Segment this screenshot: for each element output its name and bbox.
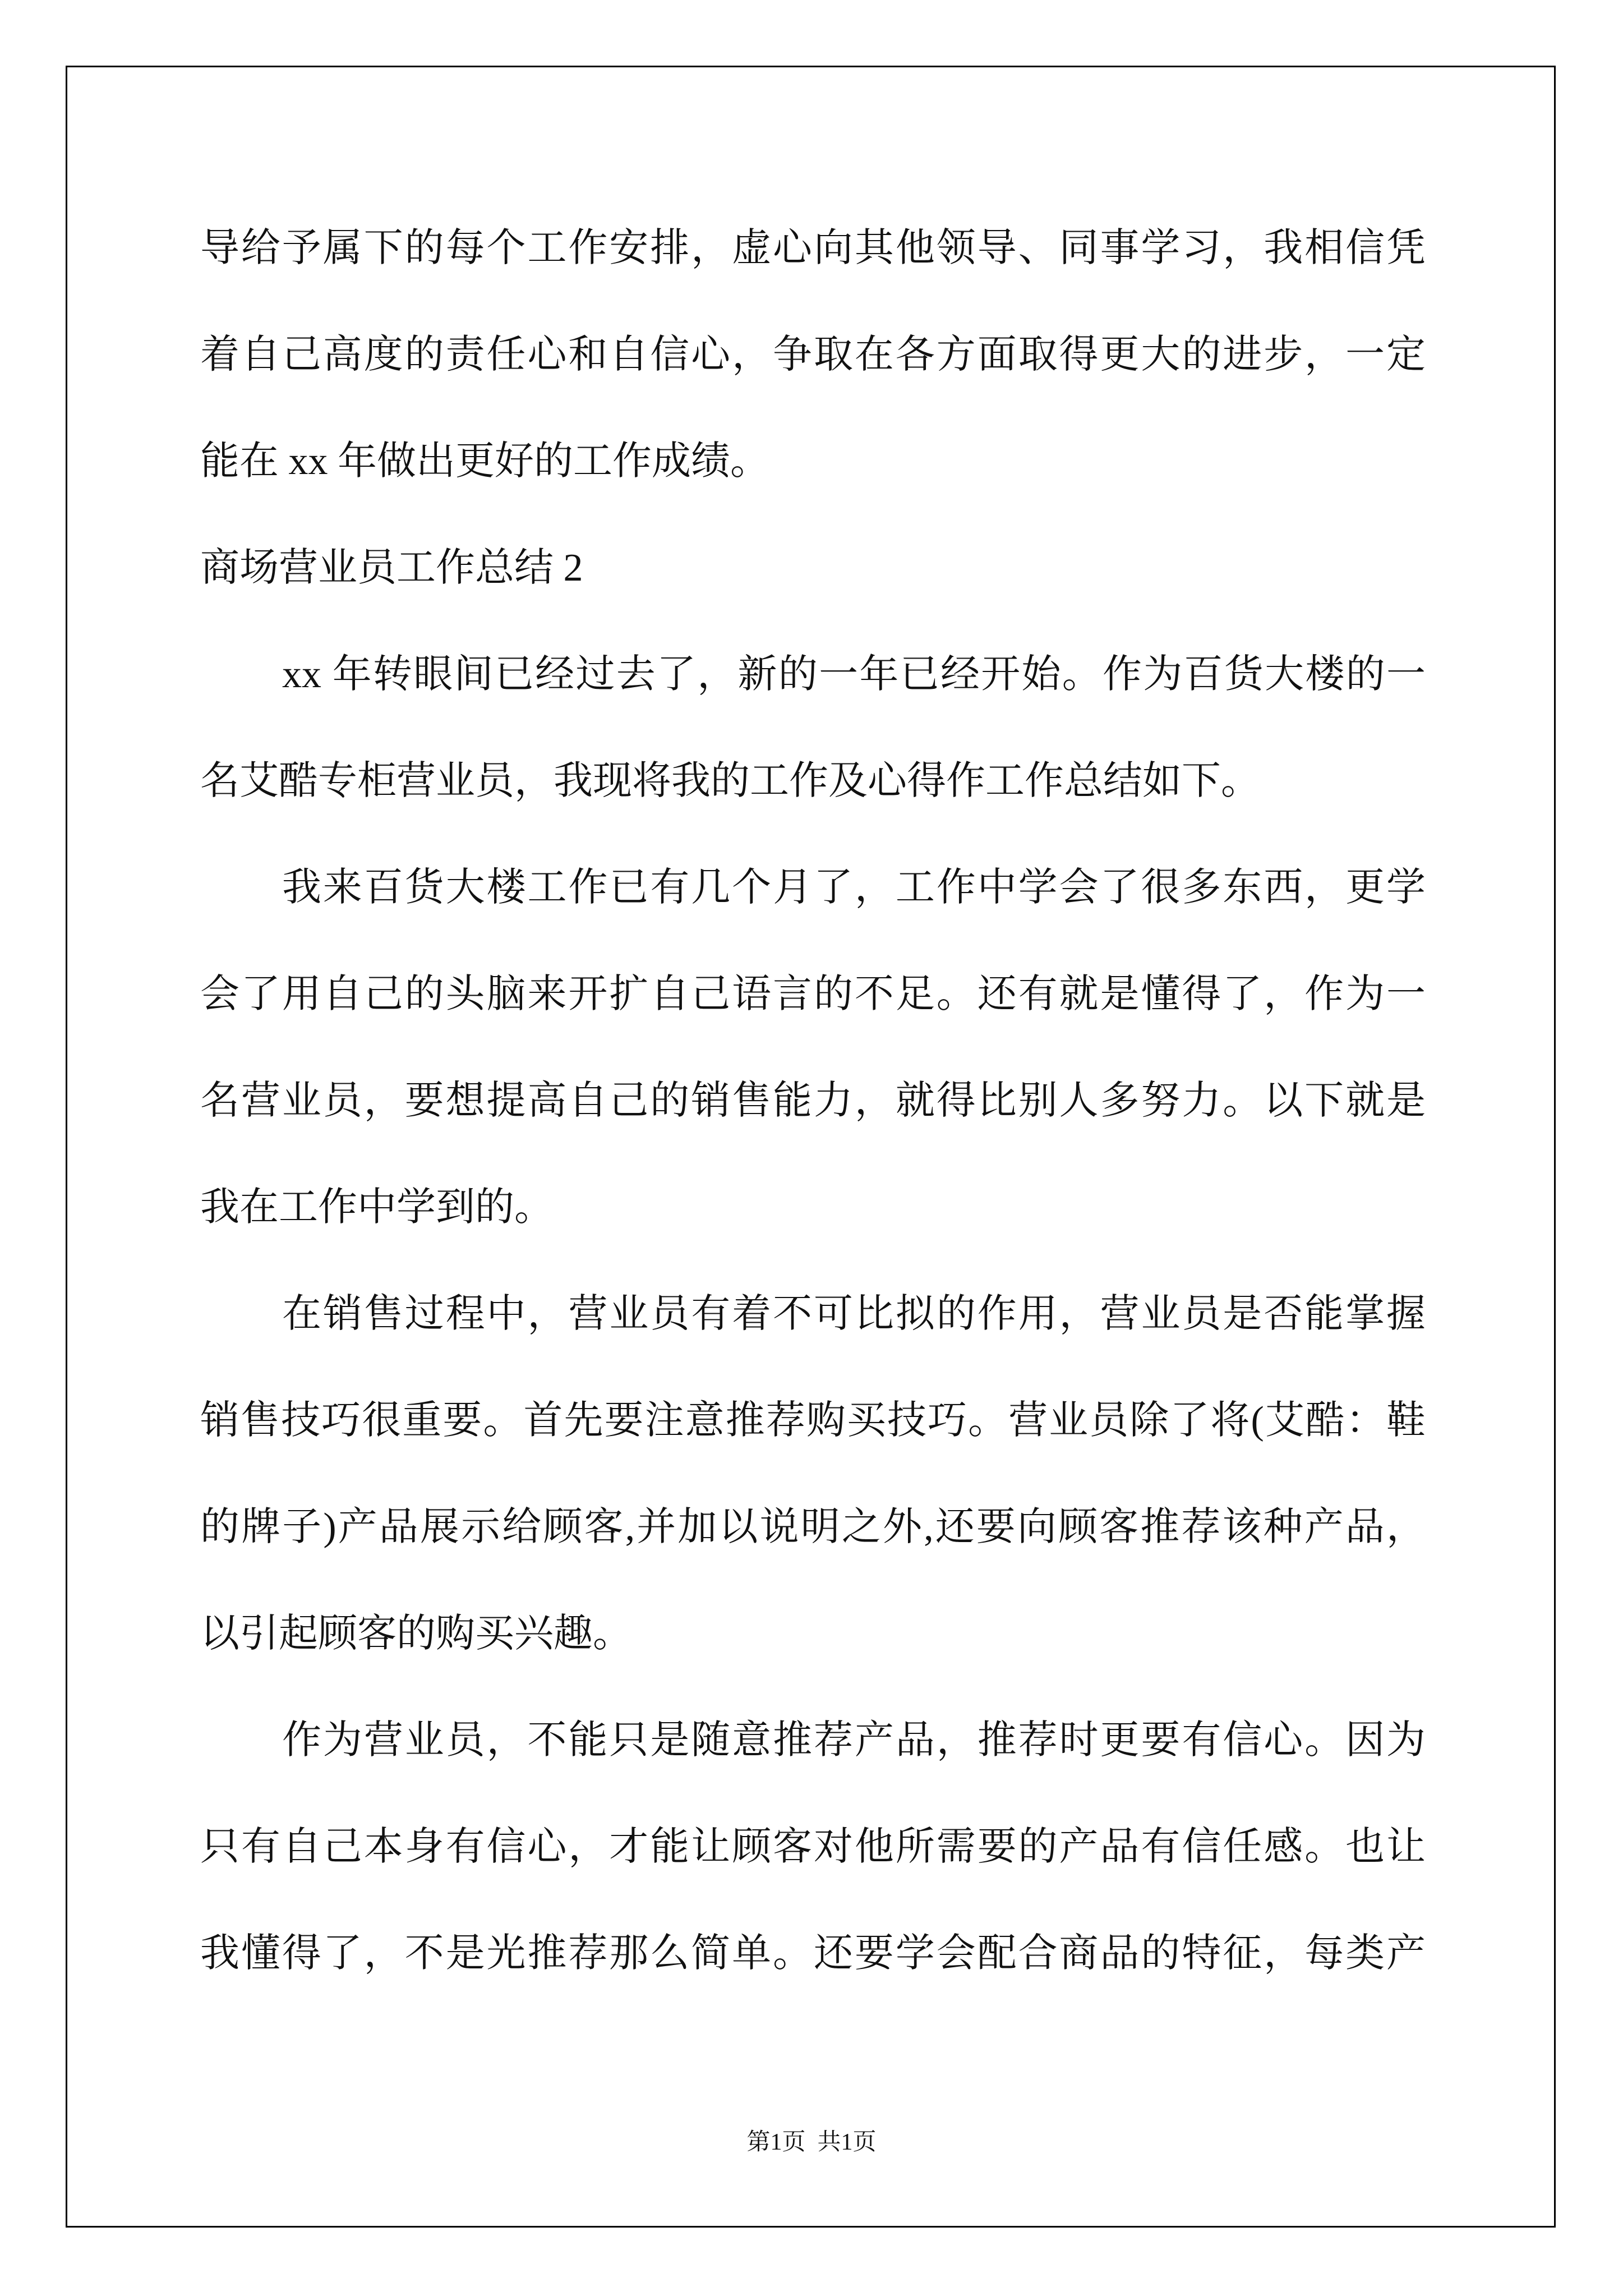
text-line: 名营业员，要想提高自己的销售能力，就得比别人多努力。以下就是 — [200, 1079, 1426, 1122]
intro-paragraph — [200, 195, 1426, 515]
paragraph — [200, 622, 1426, 835]
text-line: 名艾酷专柜营业员，我现将我的工作及心得作工作总结如下。 — [200, 760, 1260, 803]
page-footer: 第1页 共1页 — [746, 2129, 877, 2155]
text-line: xx 年转眼间已经过去了，新的一年已经开始。作为百货大楼的一 — [282, 653, 1426, 696]
paragraph — [200, 1261, 1426, 1687]
text-line: 会了用自己的头脑来开扩自己语言的不足。还有就是懂得了，作为一 — [200, 973, 1426, 1016]
text-line: 的牌子)产品展示给顾客,并加以说明之外,还要向顾客推荐该种产品， — [200, 1506, 1426, 1549]
paragraph — [200, 1687, 1426, 2007]
text-line: 在销售过程中，营业员有着不可比拟的作用，营业员是否能掌握 — [282, 1292, 1426, 1336]
paragraph — [200, 835, 1426, 1261]
text-line: 导给予属下的每个工作安排，虚心向其他领导、同事学习，我相信凭 — [200, 227, 1426, 270]
text-line: 以引起顾客的购买兴趣。 — [200, 1612, 632, 1655]
text-line: 作为营业员，不能只是随意推荐产品，推荐时更要有信心。因为 — [282, 1719, 1426, 1762]
text-line: 只有自己本身有信心，才能让顾客对他所需要的产品有信任感。也让 — [200, 1825, 1426, 1869]
text-line: 我在工作中学到的。 — [200, 1186, 554, 1229]
text-line: 能在 xx 年做出更好的工作成绩。 — [200, 440, 769, 483]
text-line: 我懂得了，不是光推荐那么简单。还要学会配合商品的特征，每类产 — [200, 1932, 1426, 1975]
section-heading: 商场营业员工作总结 2 — [200, 546, 583, 590]
document-body — [200, 195, 1426, 2007]
text-line: 我来百货大楼工作已有几个月了，工作中学会了很多东西，更学 — [282, 866, 1426, 909]
text-line: 销售技巧很重要。首先要注意推荐购买技巧。营业员除了将(艾酷：鞋 — [200, 1399, 1426, 1442]
text-line: 着自己高度的责任心和自信心，争取在各方面取得更大的进步，一定 — [200, 333, 1426, 376]
